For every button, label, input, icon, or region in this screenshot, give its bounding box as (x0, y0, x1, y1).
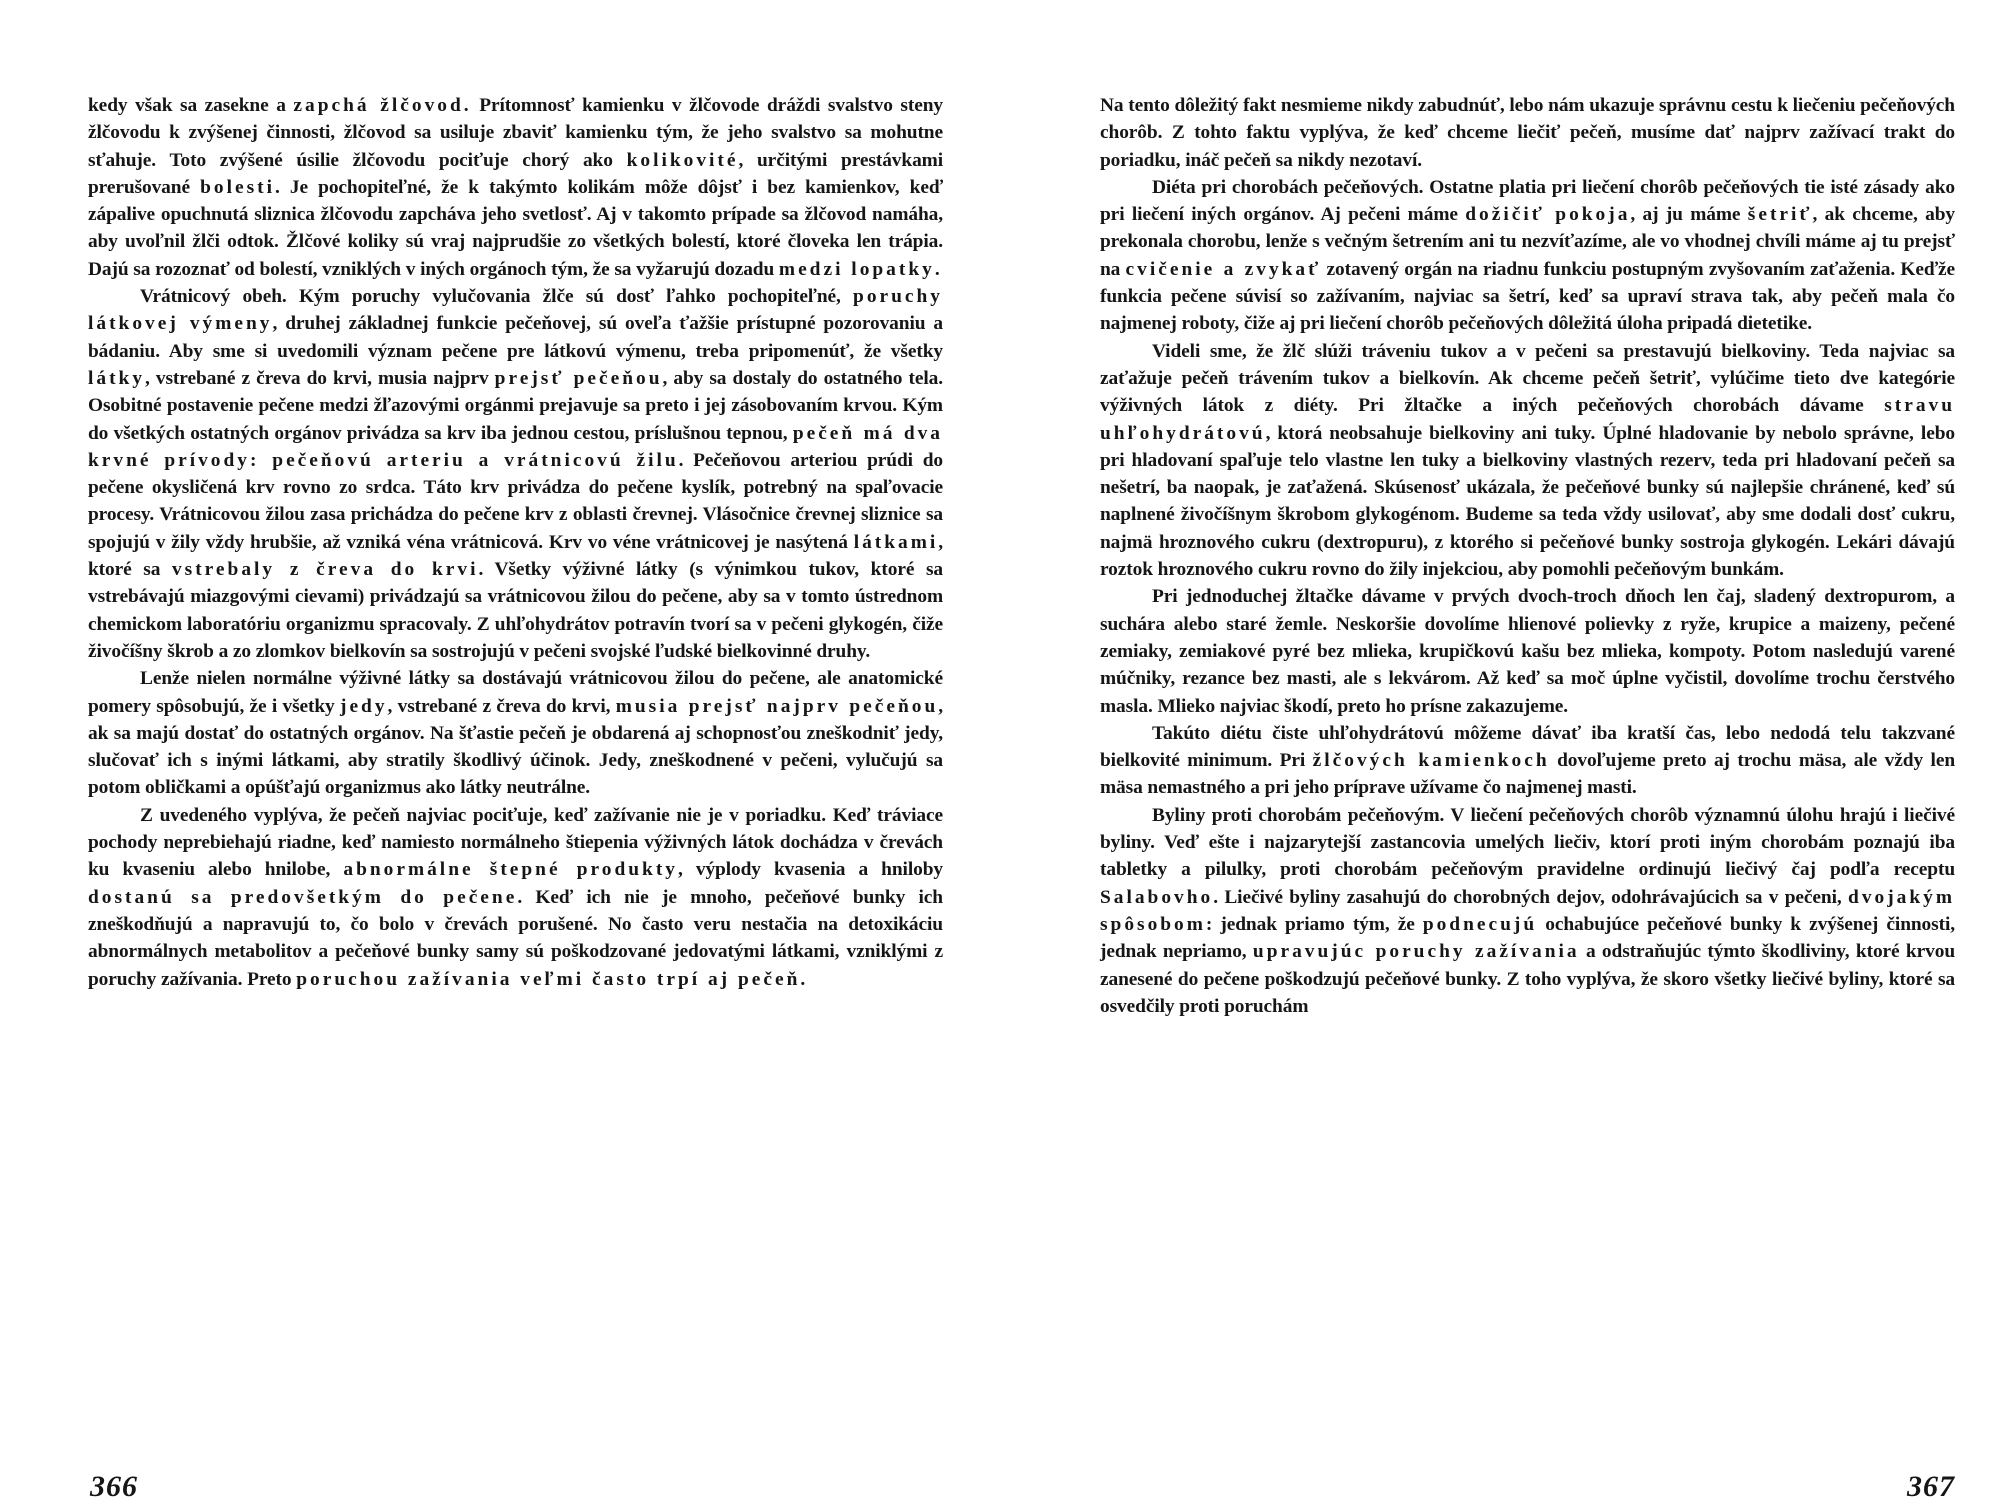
text-run: , aby sa dostaly do ostatného tela. Osobitné postavenie pečene medzi žľazovými orgánmi prejavuje sa preto i jej zásobovaním krvou. Kým do všetkých ostatných orgánov privádza sa krv iba jednou cestou, príslušnou tepnou, (88, 367, 944, 444)
text-run: , druhej základnej funkcie pečeňovej, sú oveľa ťažšie prístupné pozorovaniu a bádaniu. Aby sme si uvedomili význam pečene pre látkovú výmenu, treba pripomenúť, že všetky (88, 313, 943, 362)
text-run: , ak chceme, aby prekonala chorobu, lenže s večným šetrením ani tu nezvíťazíme, ale vo vhodnej chvíli máme aj tu prejsť na (1100, 204, 1956, 280)
spaced-emphasis: látkami (853, 531, 939, 553)
spaced-emphasis: podnecujú (1422, 913, 1538, 935)
text-run: . Liečivé byliny zasahujú do chorobných dejov, odohrávajúcich sa v pečeni, (1213, 886, 1849, 908)
spaced-emphasis: vstrebaly z čreva do krvi (171, 559, 479, 581)
paragraph (88, 92, 943, 283)
text-run: . Keď ich nie je mnoho, pečeňové bunky ich zneškodňujú a napravujú to, čo bolo v črevách porušené. No často veru nestačia na detoxikáciu abnormálnych metabolitov a pečeňové bunky samy sú poškodzované jedovatými látkami, vzniklými z poruchy zažívania. Preto (88, 886, 943, 990)
spaced-emphasis: musia prejsť najprv pečeňou (615, 695, 939, 717)
text-run: , určitými prestávkami prerušované (88, 149, 944, 198)
spaced-emphasis: žlčových kamienkoch (1312, 750, 1550, 772)
spaced-emphasis: zapchá žlčovod. (293, 95, 472, 116)
text-run: : jednak priamo tým, že (1205, 913, 1423, 935)
paragraph (88, 802, 943, 993)
section-heading: Diéta pri chorobách pečeňových. (1152, 176, 1424, 198)
spaced-emphasis: bolesti (200, 176, 275, 198)
text-run: ochabujúce pečeňové bunky k zvýšenej činnosti, jednak nepriamo, (1100, 913, 1955, 963)
text-run: , ktorá neobsahuje bielkoviny ani tuky. Úplné hladovanie by nebolo správne, lebo pri hladovaní spaľuje telo vlastne len tuky a bielkoviny vlastných rezerv, teda pri hladovaní pečeň sa nešetrí, ba naopak, je zaťažená. Skúsenosť ukázala, že pečeňové bunky sú najlepšie chránené, keď sú naplnené živočíšnym škrobom glykogénom. Budeme sa teda vždy usilovať, aby sme dodali dosť cukru, najmä hroznového cukru (dextropuru), z ktorého si pečeňové bunky sostroja glykogén. Lekári dávajú roztok hroznového cukru rovno do žily injekciou, aby pomohli pečeňovým bunkám. (1100, 422, 1955, 581)
text-run: zotavený orgán na riadnu funkciu postupným zvyšovaním zaťaženia. Keďže funkcia pečene súvisí so zažívaním, najviac sa šetrí, keď sa upraví strava tak, aby pečeň mala čo najmenej roboty, čiže aj pri liečení chorôb pečeňových dôležitá úloha pripadá dietetike. (1100, 258, 1956, 335)
spaced-emphasis: pečeň má dva krvné prívody: pečeňovú arteriu a vrátnicovú žilu (88, 422, 943, 471)
spaced-emphasis: prejsť pečeňou (494, 367, 663, 389)
spaced-emphasis: cvičenie a zvykať (1125, 258, 1322, 280)
left-page-text (88, 92, 943, 993)
spaced-emphasis: abnormálne štepné produkty (343, 859, 678, 881)
text-run: . (800, 968, 806, 990)
page-number-left: 366 (90, 1470, 138, 1503)
spaced-emphasis: dožičiť pokoja (1465, 204, 1631, 226)
spaced-emphasis: poruchy látkovej výmeny (88, 286, 943, 335)
spaced-emphasis: upravujúc poruchy zažívania (1252, 941, 1580, 963)
paragraph (1100, 338, 1955, 584)
text-run: Takúto diétu čiste uhľohydrátovú môžeme dávať iba kratší čas, lebo nedodá telu takzvané bielkovité minimum. Pri (1100, 722, 1955, 772)
section-heading: Vrátnicový obeh. (140, 286, 287, 308)
text-run: , aj ju máme (1630, 204, 1748, 226)
left-page (88, 92, 944, 1503)
paragraph (1100, 720, 1955, 802)
paragraph (1100, 174, 1955, 338)
spaced-emphasis: látky (88, 367, 146, 389)
page-number-right: 367 (1907, 1470, 1955, 1503)
text-run: . (934, 258, 940, 280)
right-page (1100, 92, 1956, 1503)
text-run: Na tento dôležitý fakt nesmieme nikdy zabudnúť, lebo nám ukazuje správnu cestu k liečeniu pečeňových chorôb. Z tohto faktu vyplýva, že keď chceme liečiť pečeň, musíme dať najprv zažívací trakt do poriadku, ináč pečeň sa nikdy nezotaví. (1100, 95, 1955, 171)
text-run: Z uvedeného vyplýva, že pečeň najviac pociťuje, keď zažívanie nie je v poriadku. Keď tráviace pochody neprebiehajú riadne, keď namiesto normálneho štiepenia výživných látok dochádza v črevách ku kvaseniu alebo hnilobe, (88, 804, 943, 881)
spaced-emphasis: medzi lopatky (778, 258, 935, 280)
text-run: , ktoré sa (88, 531, 943, 581)
right-page-text (1100, 92, 1955, 1020)
spaced-emphasis: Salabovho (1100, 886, 1214, 908)
spaced-emphasis: poruchou zažívania veľmi často trpí aj pečeň (296, 968, 801, 990)
spaced-emphasis: jedy (339, 695, 388, 717)
paragraph (88, 665, 943, 801)
text-run: Videli sme, že žlč slúži tráveniu tukov a v pečeni sa prestavujú bielkoviny. Teda najviac sa zaťažuje pečeň trávením tukov a bielkovín. Ak chceme pečeň šetriť, vylúčime tieto dve kategórie výživných látok z diéty. Pri žltačke a iných pečeňových chorobách dávame (1100, 340, 1955, 417)
text-run: . Je pochopiteľné, že k takýmto kolikám môže dôjsť i bez kamienkov, keď zápalive opuchnutá sliznica žlčovodu zapcháva jeho svetlosť. Aj v takomto prípade sa žlčovod namáha, aby uvoľnil žlči odtok. Žlčové koliky sú vraj najprudšie zo všetkých bolestí, ktoré človeka len trápia. Dajú sa rozoznať od bolestí, vzniklých v iných orgánoch tým, že sa vyžarujú dozadu (88, 176, 943, 280)
spaced-emphasis: šetriť (1747, 204, 1813, 226)
text-run: , vstrebané z čreva do krvi, (387, 695, 616, 717)
text-run: , vstrebané z čreva do krvi, musia najprv (145, 367, 495, 389)
spaced-emphasis: dvojakým spôsobom (1100, 886, 1955, 935)
section-heading: Byliny proti chorobám pečeňovým. (1152, 804, 1445, 826)
text-run: Ostatne platia pri liečení chorôb pečeňových tie isté zásady ako pri liečení iných orgánov. Aj pečeni máme (1100, 176, 1955, 226)
text-run: Lenže nielen normálne výživné látky sa dostávajú vrátnicovou žilou do pečene, ale anatomické pomery spôsobujú, že i všetky (88, 668, 943, 717)
text-run: Kým poruchy vylučovania žlče sú dosť ľahko pochopiteľné, (286, 286, 854, 308)
text-run: V liečení pečeňových chorôb významnú úlohu hrajú i liečivé byliny. Veď ešte i najzarytejší zastancovia umelých liečiv, ktorí proti iným chorobám poznajú iba tabletky a pilulky, proti chorobám pečeňovým pravidelne ordinujú liečivý čaj podľa receptu (1100, 804, 1955, 881)
text-run: kedy však sa zasekne a (88, 95, 294, 116)
text-run: , ak sa majú dostať do ostatných orgánov. Na šťastie pečeň je obdarená aj schopnosťou zneškodniť jedy, slučovať ich s inými látkami, aby stratily škodlivý účinok. Jedy, zneškodnené v pečeni, vylučujú sa potom obličkami a opúšťajú organizmus ako látky neutrálne. (88, 695, 943, 799)
paragraph (1100, 802, 1955, 1020)
text-run: . Pečeňovou arteriou prúdi do pečene okysličená krv rovno zo srdca. Táto krv privádza do pečene kyslík, potrebný na spaľovacie procesy. Vrátnicovou žilou zasa prichádza do pečene krv z oblasti črevnej. Vlásočnice črevnej sliznice sa spojujú v žily vždy hrubšie, až vzniká véna vrátnicová. Krv vo véne vrátnicovej je nasýtená (88, 449, 943, 553)
spaced-emphasis: dostanú sa predovšetkým do pečene (88, 886, 518, 908)
text-run: Pri jednoduchej žltačke dávame v prvých dvoch-troch dňoch len čaj, sladený dextropurom, a suchára alebo staré žemle. Neskoršie dovolíme hlienové polievky z ryže, krupice a maizeny, pečené zemiaky, zemiakové pyré bez mlieka, krupičkovú kašu bez mlieka, kompoty. Potom nasledujú varené múčniky, rezance bez masti, ale s lekvárom. Až keď sa moč úplne vyčistil, dovolíme trochu čerstvého masla. Mlieko najviac škodí, preto ho prísne zakazujeme. (1100, 586, 1955, 717)
text-run: Prítomnosť kamienku v žlčovode dráždi svalstvo steny žlčovodu k zvýšenej činnosti, žlčovod sa usiluje zbaviť kamienku tým, že jeho svalstvo sa mohutne sťahuje. Toto zvýšené úsilie žlčovodu pociťuje chorý ako (88, 95, 943, 171)
text-run: a odstraňujúc týmto škodliviny, ktoré krvou zanesené do pečene poškodzujú pečeňové bunky. Z toho vyplýva, že skoro všetky liečivé byliny, ktoré sa osvedčily proti poruchám (1100, 941, 1955, 1017)
paragraph (88, 283, 943, 665)
text-run: dovoľujeme preto aj trochu mäsa, ale vždy len mäsa nemastného a pri jeho príprave užívame čo najmenej masti. (1100, 750, 1956, 799)
paragraph (1100, 583, 1955, 719)
paragraph (1100, 92, 1955, 174)
text-run: . Všetky výživné látky (s výnimkou tukov, ktoré sa vstrebávajú miazgovými cievami) privádzajú sa vrátnicovou žilou do pečene, aby sa v tomto ústrednom chemickom laboratóriu organizmu spracovaly. Z uhľohydrátov potravín tvorí sa v pečeni glykogén, čiže živočíšny škrob a zo zlomkov bielkovín sa sostrojujú v pečeni svojské ľudské bielkovinné druhy. (88, 559, 944, 662)
spaced-emphasis: kolikovité (626, 149, 739, 171)
spaced-emphasis: stravu uhľohydrátovú (1100, 395, 1955, 444)
text-run: , výplody kvasenia a hniloby (678, 859, 943, 881)
